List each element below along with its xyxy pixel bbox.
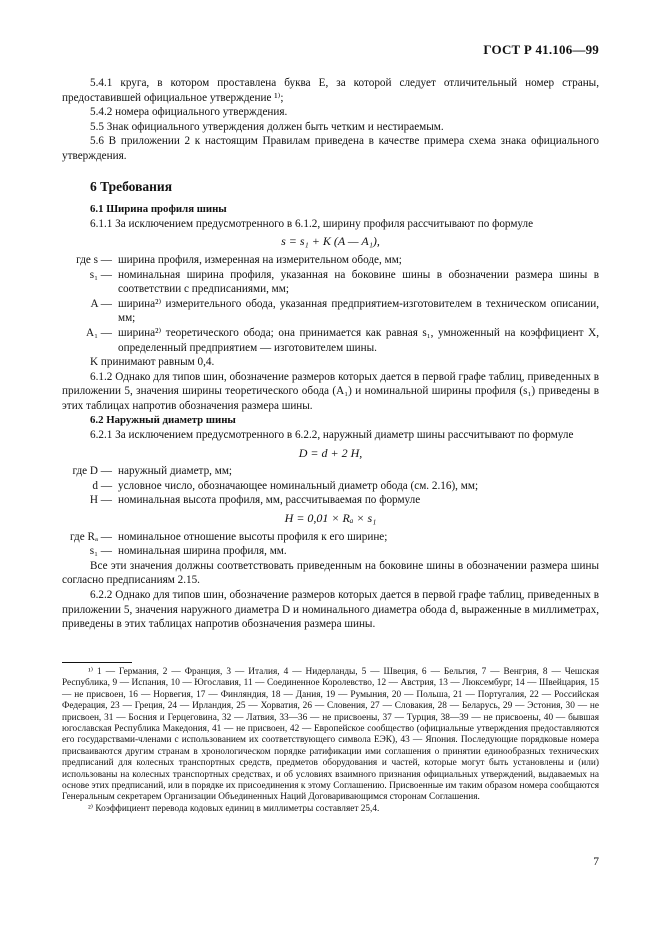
paragraph-values-note: Все эти значения должны соответствовать приведенным на боковине шины в обозначении размера шины согласно предписаниям 2.15.: [62, 559, 599, 587]
paragraph-5-4-1: 5.4.1 круга, в котором проставлена буква Е, за которой следует отличительный номер страны, предоставившей официальное утверждение ¹⁾;: [62, 77, 599, 104]
formula-section-width: s = s₁ + K (A — A₁),: [281, 234, 380, 249]
definition-term: s₁ —: [89, 268, 112, 281]
definition-text: номинальная ширина профиля, указанная на боковине шины в обозначении размера шины в соответствии с предписаниями, мм;: [118, 268, 599, 296]
definition-row: [62, 530, 599, 545]
definition-text: номинальная ширина профиля, мм.: [118, 545, 287, 558]
definition-term: A —: [90, 297, 112, 310]
formula-section-height: H = 0,01 × Rₐ × s₁: [284, 511, 377, 526]
definition-text: ширина²⁾ теоретического обода; она принимается как равная s₁, умноженный на коэффициент X, определенный предприятием — изготовителем шины.: [118, 326, 599, 354]
page-number: 7: [593, 856, 599, 868]
definition-row: [62, 464, 599, 479]
subsection-heading-6-2: 6.2 Наружный диаметр шины: [90, 414, 236, 427]
definition-row: [62, 297, 599, 326]
definition-row: [62, 479, 599, 494]
definition-text: номинальная высота профиля, мм, рассчитываемая по формуле: [118, 494, 421, 507]
definition-term: A₁ —: [86, 326, 112, 339]
standard-code: ГОСТ Р 41.106—99: [483, 42, 599, 57]
paragraph-6-1-1: 6.1.1 За исключением предусмотренного в 6.1.2, ширину профиля рассчитывают по формуле: [90, 217, 534, 230]
definition-term: где D —: [72, 465, 112, 478]
main-text: [62, 76, 599, 632]
definition-row: [62, 493, 599, 508]
definition-row: [62, 326, 599, 355]
paragraph-6-2-1: 6.2.1 За исключением предусмотренного в 6.2.2, наружный диаметр шины рассчитывают по формуле: [90, 429, 574, 442]
footnotes: [62, 667, 599, 815]
footnote-2: ²⁾ Коэффициент перевода кодовых единиц в миллиметры составляет 25,4.: [88, 803, 380, 814]
footnote-1: ¹⁾ 1 — Германия, 2 — Франция, 3 — Италия, 4 — Нидерланды, 5 — Швеция, 6 — Бельгия, 7 — Венгрия, 8 — Чешская Республика, 9 — Испания, 10 — Югославия, 11 — Соединенное Королевство, 12 — Австрия, 13 — Люксембург, 14 — Швейцария, 15 — не присвоен, 16 — Норвегия, 17 — Финляндия, 18 — Дания, 19 — Румыния, 20 — Польша, 21 — Португалия, 22 — Российская Федерация, 23 — Греция, 24 — Ирландия, 25 — Хорватия, 26 — Словения, 27 — Словакия, 28 — Беларусь, 29 — Эстония, 30 — не присвоен, 31 — Босния и Герцеговина, 32 — Латвия, 33—36 — не присвоены, 37 — Турция, 38—39 — не присвоены, 40 — бывшая югославская Республика Македония, 41 — не присвоен, 42 — Европейское сообщество (официальные утверждения предоставляются его государствами-членами с использованием их соответствующего символа ЕЭК), 43 — Япония. Последующие порядковые номера присваиваются другим странам в хронологическом порядке ратификации ими соглашения о принятии единообразных технических предписаний для колесных транспортных средств, предметов оборудования и частей, которые могут быть установлены и (или) использованы на колесных транспортных средствах, и об условиях взаимного признания официальных утверждений, выдаваемых на основе этих предписаний, или в порядке их присоединения к этому Соглашению. Присвоенные им таким образом номера сообщаются Генеральным секретарем Организации Объединенных Наций Договаривающимся сторонам Соглашения.: [62, 667, 599, 803]
subsection-heading-6-1: 6.1 Ширина профиля шины: [90, 203, 227, 216]
footnote-divider: [62, 662, 132, 663]
definition-text: условное число, обозначающее номинальный диаметр обода (см. 2.16), мм;: [118, 479, 479, 492]
definition-term: где s —: [76, 253, 112, 266]
definition-text: ширина²⁾ измерительного обода, указанная предприятием-изготовителем в техническом описании, мм;: [118, 297, 599, 325]
paragraph-5-4-2: 5.4.2 номера официального утверждения.: [90, 106, 288, 119]
definition-row: [62, 544, 599, 559]
definition-term: где Rₐ —: [70, 530, 112, 543]
coefficient-note: K принимают равным 0,4.: [90, 356, 215, 369]
definition-term: s₁ —: [89, 545, 112, 558]
definition-text: ширина профиля, измеренная на измерительном ободе, мм;: [118, 253, 402, 266]
paragraph-5-6: 5.6 В приложении 2 к настоящим Правилам приведена в качестве примера схема знака официального утверждения.: [62, 135, 599, 162]
formula-outer-diameter: D = d + 2 H,: [298, 445, 363, 460]
definition-row: [62, 268, 599, 297]
definition-term: d —: [92, 479, 112, 492]
definition-term: H —: [89, 494, 112, 507]
paragraph-5-5: 5.5 Знак официального утверждения должен быть четким и нестираемым.: [90, 120, 444, 133]
paragraph-6-2-2: 6.2.2 Однако для типов шин, обозначение размеров которых дается в первой графе таблиц, приведенных в приложении 5, значения наружного диаметра D и номинального диаметра обода d, выраженные в миллиметрах, приведены в этих таблицах напротив обозначения размера шины.: [62, 589, 599, 631]
definition-row: [62, 253, 599, 268]
section-heading-6: 6 Требования: [90, 178, 173, 194]
definition-text: номинальное отношение высоты профиля к его ширине;: [118, 530, 388, 543]
definition-text: наружный диаметр, мм;: [118, 465, 233, 478]
paragraph-6-1-2: 6.1.2 Однако для типов шин, обозначение размеров которых дается в первой графе таблиц, приведенных в приложении 5, значения ширины теоретического обода (A₁) и номинальной ширины профиля (s₁) приведены в этих таблицах напротив обозначения размера шины.: [62, 370, 599, 412]
